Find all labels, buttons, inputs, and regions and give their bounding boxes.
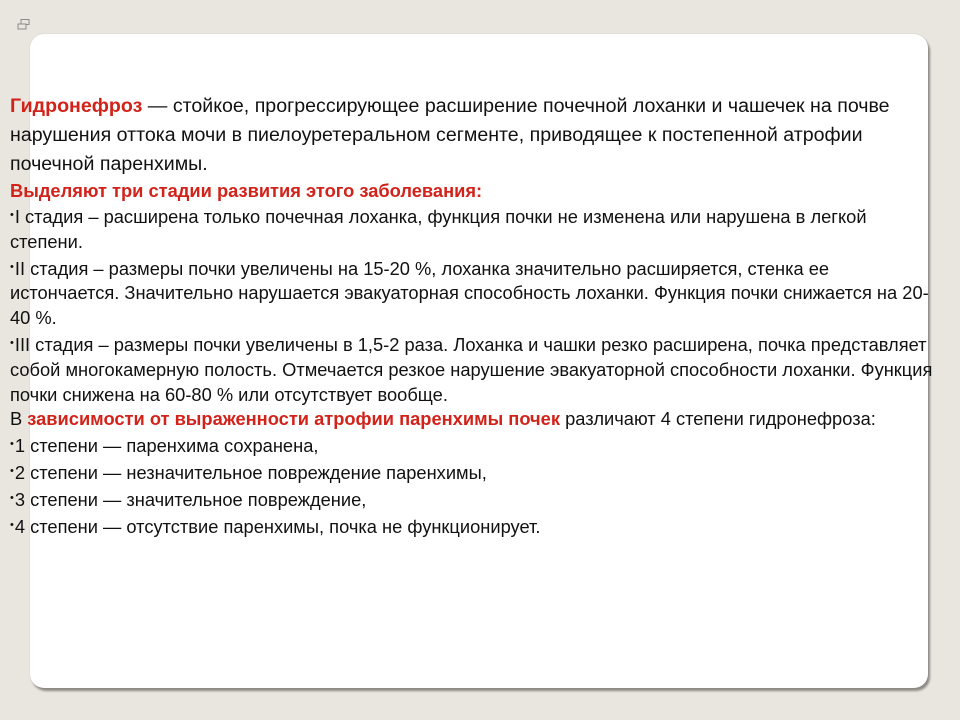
- bullet-icon: •: [10, 464, 14, 477]
- bullet-icon: •: [10, 438, 14, 451]
- degree-item-2: •2 степени — незначительное повреждение паренхимы,: [10, 461, 487, 483]
- degree-item-4: •4 степени — отсутствие паренхимы, почка не функционирует.: [10, 515, 541, 537]
- degree-item-1: •1 степени — паренхима сохранена,: [10, 435, 319, 457]
- bullet-icon: •: [10, 491, 14, 504]
- bullet-icon: •: [10, 518, 14, 531]
- definition-term: Гидронефроз: [10, 95, 143, 117]
- bullet-icon: •: [10, 209, 14, 221]
- stages-heading: Выделяют три стадии развития этого заболевания:: [10, 180, 483, 201]
- stage-item-3: •III стадия – размеры почки увеличены в 1,5-2 раза. Лоханка и чашки резко расширена, почка представляет собой многокамерную полость. Отмечается резкое нарушение эвакуаторной способности лоханки. Функция почки снижена на 60-80 % или отсутствует вообще.: [10, 333, 933, 405]
- slide-content: [10, 92, 940, 539]
- window-restore-icon: [15, 18, 33, 32]
- stage-item-2: •II стадия – размеры почки увеличены на 15-20 %, лоханка значительно расширяется, стенка ее истончается. Значительно нарушается эвакуаторная способность лоханки. Функция почки снижается на 20-40 %.: [10, 257, 929, 329]
- degrees-highlight: зависимости от выраженности атрофии паренхимы почек: [27, 408, 560, 430]
- definition-text: — стойкое, прогрессирующее расширение почечной лоханки и чашечек на почве нарушения оттока мочи в пиелоуретеральном сегменте, приводящее к постепенной атрофии почечной паренхимы.: [10, 95, 890, 175]
- degree-item-3: •3 степени — значительное повреждение,: [10, 488, 367, 510]
- degrees-intro: В зависимости от выраженности атрофии паренхимы почек различают 4 степени гидронефроза:: [10, 408, 876, 430]
- definition-paragraph: [10, 92, 940, 179]
- bullet-icon: •: [10, 260, 14, 273]
- stage-item-1: •I стадия – расширена только почечная лоханка, функция почки не изменена или нарушена в легкой степени.: [10, 206, 867, 252]
- bullet-icon: •: [10, 336, 14, 349]
